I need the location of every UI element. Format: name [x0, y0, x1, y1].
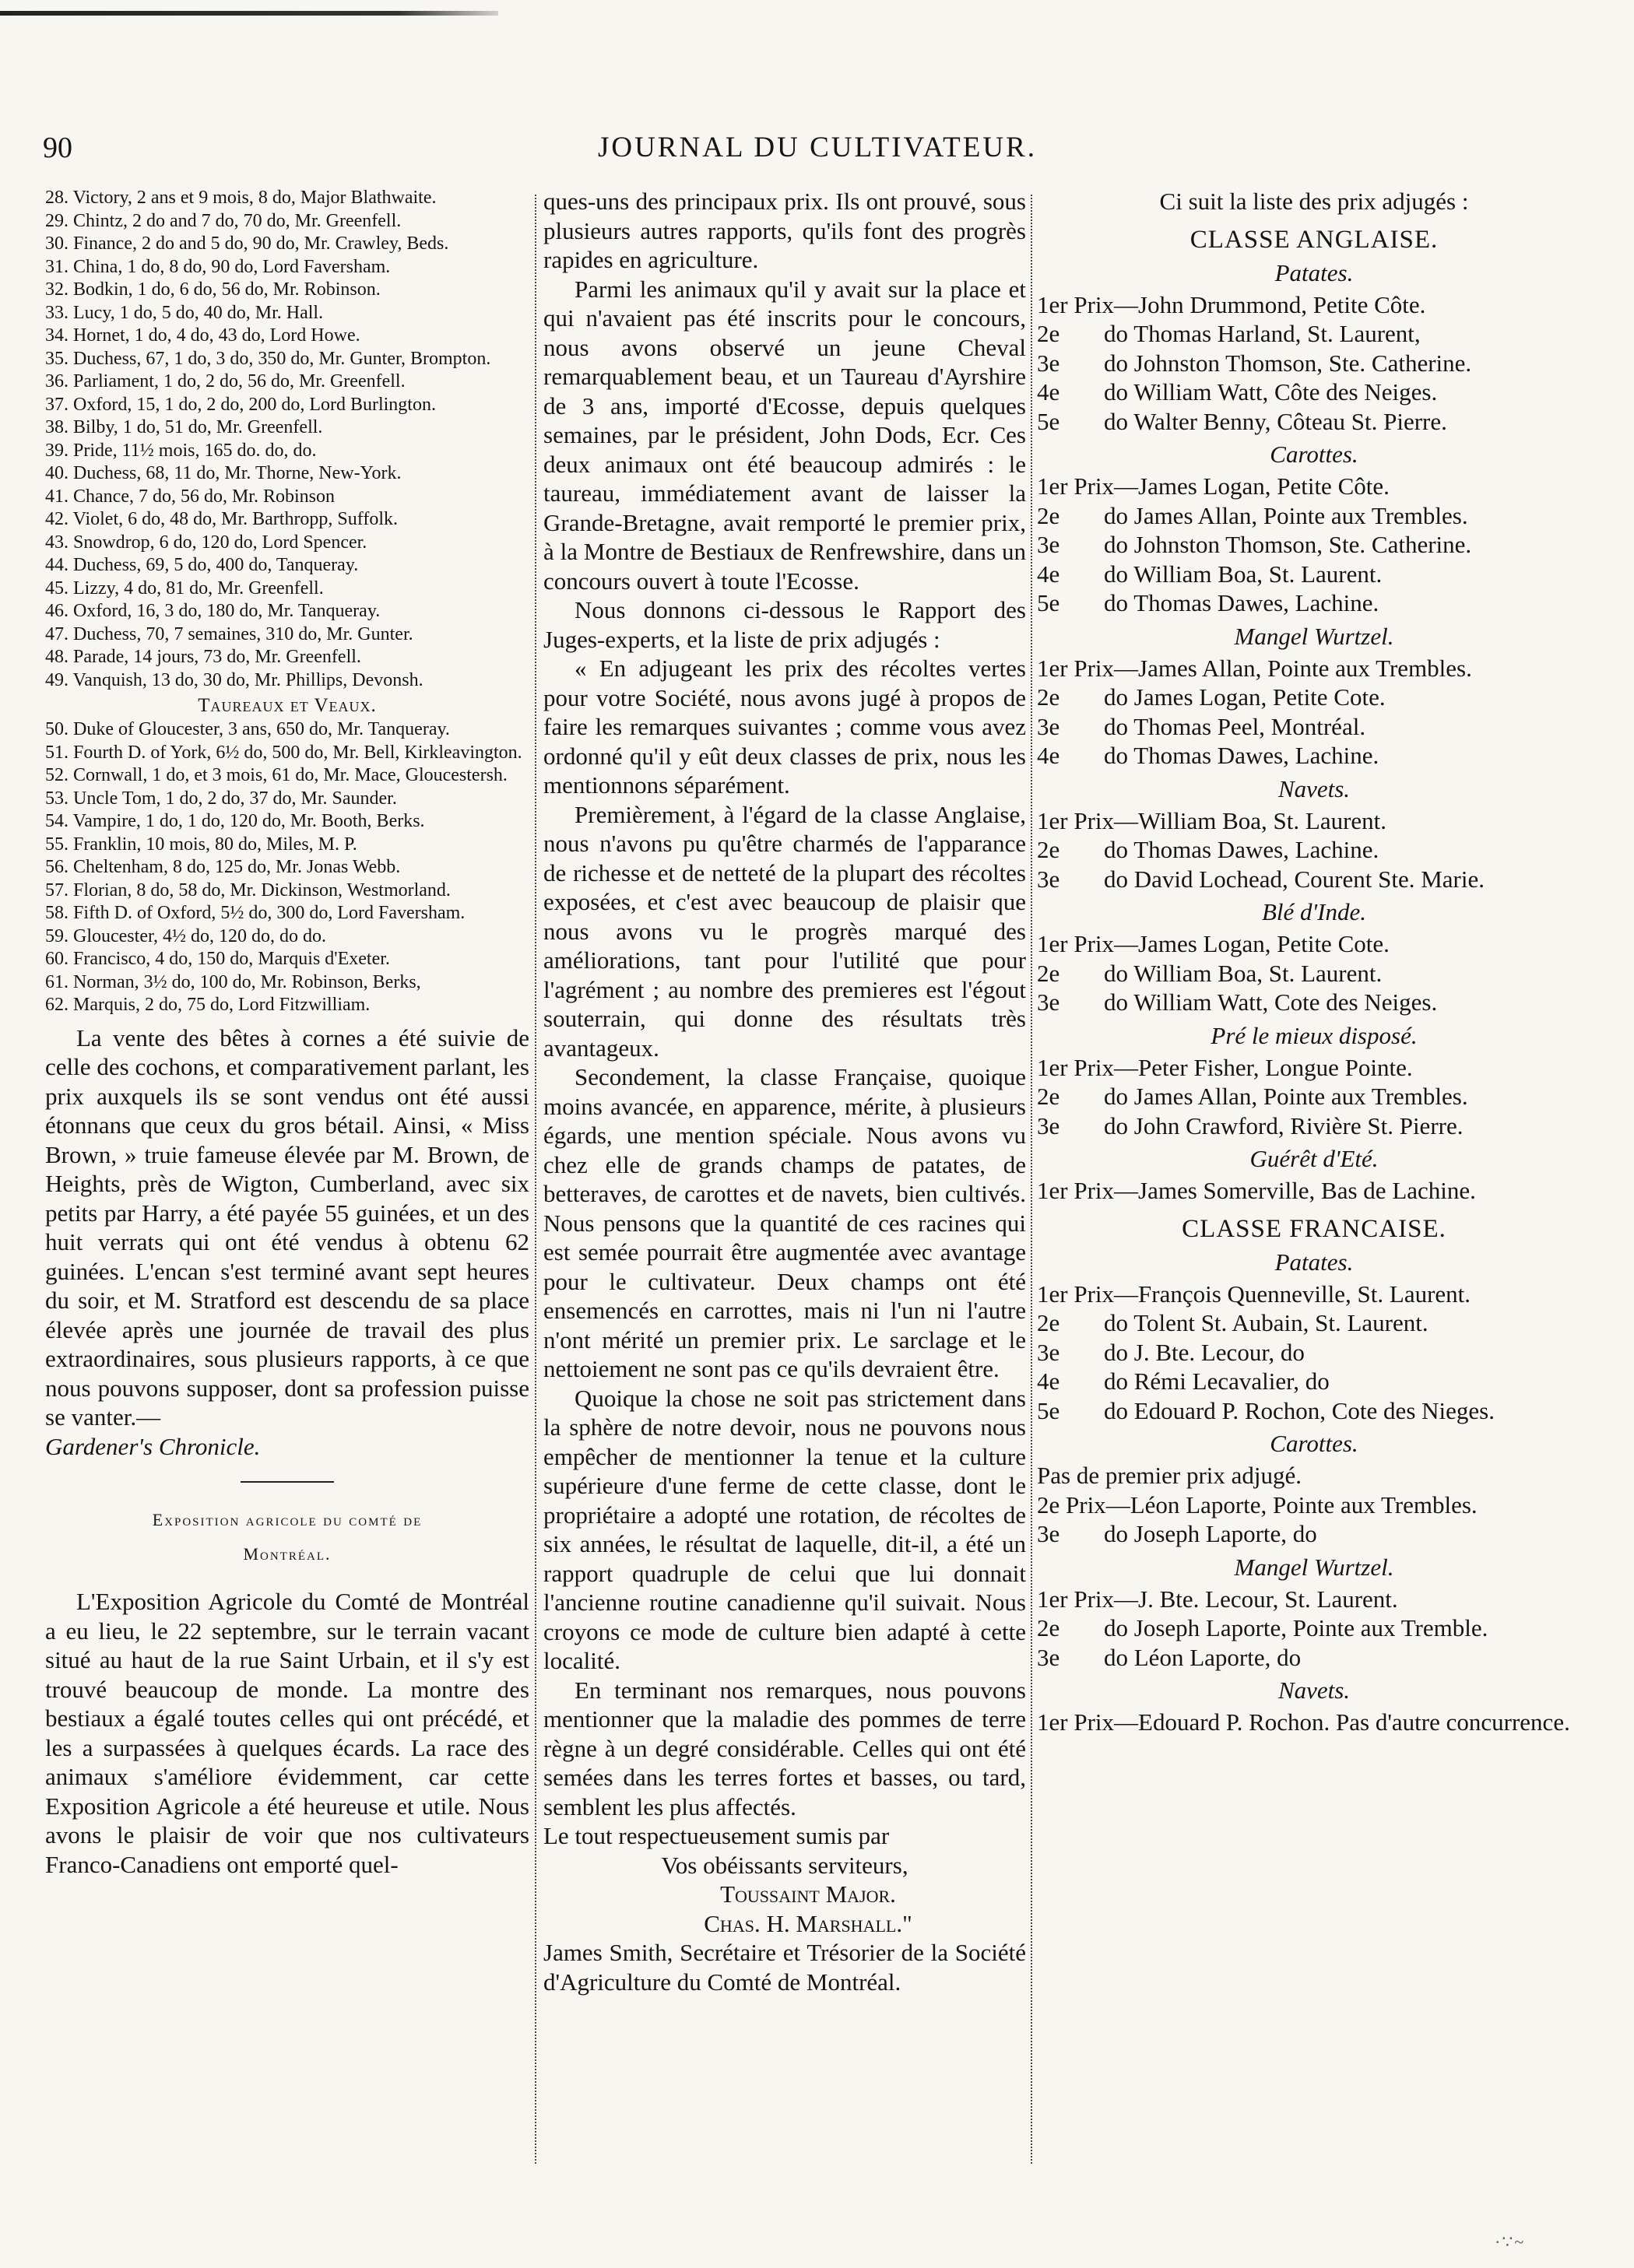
prize-row [1037, 712, 1591, 742]
prize-list [1037, 472, 1591, 618]
list-item: 47. Duchess, 70, 7 semaines, 310 do, Mr. Gunter. [45, 623, 413, 644]
classe-anglaise-heading: CLASSE ANGLAISE. [1189, 225, 1439, 254]
prize-list [1037, 1176, 1591, 1206]
scan-smudge: ·∵~ [1495, 2232, 1526, 2252]
prize-rank: 5e [1037, 1396, 1060, 1424]
prize-list [1037, 1585, 1591, 1673]
prize-rank: 3e [1037, 349, 1060, 377]
cat-gueret: Guérêt d'Eté. [1249, 1145, 1379, 1172]
prize-winner: do Thomas Dawes, Lachine. [1104, 836, 1379, 863]
prize-winner: —James Somerville, Bas de Lachine. [1114, 1177, 1476, 1204]
list-item: 39. Pride, 11½ mois, 165 do. do, do. [45, 440, 317, 461]
prize-row [1037, 1490, 1591, 1520]
section-title [45, 1503, 529, 1571]
prize-rank: 5e [1037, 589, 1060, 616]
prize-rank: 3e [1037, 865, 1060, 893]
prize-row [1037, 806, 1591, 836]
prize-list [1037, 929, 1591, 1017]
list-item: 46. Oxford, 16, 3 do, 180 do, Mr. Tanqueray. [45, 601, 381, 621]
prize-rank: 2e [1037, 1083, 1060, 1110]
prize-list [1037, 1280, 1591, 1426]
section-title-line2: Montréal. [243, 1544, 332, 1564]
prize-winner: —James Allan, Pointe aux Trembles. [1114, 654, 1472, 682]
prize-intro: Ci suit la liste des prix adjugés : [1159, 188, 1469, 215]
list-item: 56. Cheltenham, 8 do, 125 do, Mr. Jonas Webb. [45, 857, 401, 877]
carottes-note: Pas de premier prix adjugé. [1037, 1462, 1302, 1489]
para-soumis: Le tout respectueusement sumis par [543, 1822, 890, 1849]
list-item: 44. Duchess, 69, 5 do, 400 do, Tanqueray. [45, 555, 359, 575]
prize-rank: 1er Prix [1037, 930, 1115, 957]
para-recoltes: « En adjugeant les prix des récoltes vertes pour votre Société, nous avons jugé à propos de faire les remarques suivantes ; comme vous avez ordonné qu'il y eût deux classes de prix, nous les mentionnons séparément. [543, 655, 1026, 799]
prize-winner: —J. Bte. Lecour, St. Laurent. [1114, 1585, 1398, 1613]
list-item: 42. Violet, 6 do, 48 do, Mr. Barthropp, Suffolk. [45, 509, 398, 529]
prize-rank: 1er Prix [1037, 1585, 1115, 1613]
prize-row [1037, 501, 1591, 531]
cat-patates-fr: Patates. [1274, 1248, 1354, 1276]
exposition-paragraph: L'Exposition Agricole du Comté de Montréal a eu lieu, le 22 septembre, sur le terrain vacant situé au haut de la rue Saint Urbain, et il s'y est trouvé beaucoup de monde. La montre des bestiaux a égalé toutes celles qui ont précédé, et les a surpassées à quelques écards. La race des animaux s'améliore évidemment, car cette Exposition Agricole a été heureuse et utile. Nous avons le plaisir de voir que nos cultivateurs Franco-Canadiens ont emporté quel- [45, 1588, 529, 1878]
para-rapport: Nous donnons ci-dessous le Rapport des Juges-experts, et la liste de prix adjugés : [543, 596, 1026, 653]
prize-rank: 2e [1037, 320, 1060, 347]
page-number: 90 [43, 132, 72, 164]
prize-winner: do Tolent St. Aubain, St. Laurent. [1104, 1309, 1428, 1336]
prize-winner: do Thomas Harland, St. Laurent, [1104, 320, 1421, 347]
list-item: 37. Oxford, 15, 1 do, 2 do, 200 do, Lord Burlington. [45, 394, 436, 415]
prize-row [1037, 377, 1591, 407]
subhead-taureaux: Taureaux et Veaux. [198, 695, 377, 716]
signature-1: Vos obéissants serviteurs, [661, 1851, 908, 1879]
para-ferme: Quoique la chose ne soit pas strictement dans la sphère de notre devoir, nous ne pouvons nous empêcher de mentionner la tenue et la culture supérieure d'une ferme de cette classe, dont le propriétaire a adopté une rotation, de récoltes de six années, le résultat de laquelle, dit-il, a été un rapport quadruple de celui que lui donnait l'ancienne routine canadienne qu'il suivait. Nous croyons ce mode de culture bien adapté à cette localité. [543, 1384, 1026, 1674]
prize-rank: 2e [1037, 836, 1060, 863]
prize-row [1037, 865, 1591, 894]
list-item: 41. Chance, 7 do, 56 do, Mr. Robinson [45, 486, 335, 507]
prize-winner: do James Allan, Pointe aux Trembles. [1104, 1083, 1468, 1110]
prize-row [1037, 1176, 1591, 1206]
prize-row [1037, 588, 1591, 618]
prize-row [1037, 1396, 1591, 1426]
prize-rank: 1er Prix [1037, 806, 1115, 834]
prize-winner: do William Watt, Côte des Neiges. [1104, 378, 1438, 406]
prize-rank: 1er Prix [1037, 654, 1115, 682]
cat-navets: Navets. [1277, 774, 1351, 802]
prize-row [1037, 741, 1591, 771]
list-item: 53. Uncle Tom, 1 do, 2 do, 37 do, Mr. Saunder. [45, 788, 397, 809]
prize-row [1037, 1053, 1591, 1083]
prize-list [1037, 1053, 1591, 1141]
prize-winner: do Edouard P. Rochon, Cote des Nieges. [1104, 1396, 1495, 1424]
prize-winner: —James Logan, Petite Côte. [1114, 472, 1390, 500]
list-item: 29. Chintz, 2 do and 7 do, 70 do, Mr. Greenfell. [45, 210, 402, 231]
prize-row [1037, 654, 1591, 683]
prize-rank: 1er Prix [1037, 1280, 1115, 1308]
cattle-list-a [45, 187, 529, 692]
list-item: 54. Vampire, 1 do, 1 do, 120 do, Mr. Booth, Berks. [45, 811, 425, 831]
prize-row [1037, 1111, 1591, 1141]
para-maladie: En terminant nos remarques, nous pouvons mentionner que la maladie des pommes de terre règne à un degré considérable. Celles qui ont été semées dans les terres fortes et basses, ou tard, semblent les plus affectés. [543, 1676, 1026, 1820]
prize-winner: do James Allan, Pointe aux Trembles. [1104, 501, 1468, 529]
prize-winner: do Walter Benny, Côteau St. Pierre. [1104, 407, 1447, 435]
column-right [1037, 187, 1591, 2164]
prize-winner: do Joseph Laporte, do [1104, 1520, 1317, 1547]
prize-row [1037, 319, 1591, 349]
prize-rank: 1er Prix [1037, 1053, 1115, 1081]
list-item: 58. Fifth D. of Oxford, 5½ do, 300 do, Lord Faversham. [45, 903, 466, 923]
prize-row [1037, 1308, 1591, 1338]
list-item: 33. Lucy, 1 do, 5 do, 40 do, Mr. Hall. [45, 302, 324, 323]
prize-rank: 5e [1037, 407, 1060, 435]
list-item: 28. Victory, 2 ans et 9 mois, 8 do, Major Blathwaite. [45, 188, 437, 208]
cat-ble: Blé d'Inde. [1261, 898, 1367, 925]
para-classe-francaise: Secondement, la classe Française, quoique moins avancée, en apparence, mérite, à plusieurs égards, une mention spéciale. Nous avons vu chez elle de grands champs de patates, de betteraves, de carottes et de navets, bien cultivés. Nous pensons que la quantité de ces racines qui est semée pourrait être augmentée avec avantage pour le cultivateur. Deux champs ont été ensemencés en carrottes, mais ni l'un ni l'autre n'ont mérité un premier prix. Le sarclage et le nettoiement ne sont pas ce qu'ils devraient être. [543, 1063, 1026, 1382]
prize-winner: do William Boa, St. Laurent. [1104, 560, 1383, 588]
prize-rank: 4e [1037, 1367, 1060, 1395]
prize-row [1037, 349, 1591, 378]
list-item: 35. Duchess, 67, 1 do, 3 do, 350 do, Mr. Gunter, Brompton. [45, 348, 491, 369]
prize-row [1037, 1082, 1591, 1111]
list-item: 60. Francisco, 4 do, 150 do, Marquis d'Exeter. [45, 949, 390, 969]
list-item: 48. Parade, 14 jours, 73 do, Mr. Greenfell. [45, 647, 361, 667]
signature-2: Toussaint Major. [720, 1880, 896, 1908]
prize-winner: do Rémi Lecavalier, do [1104, 1367, 1330, 1395]
signature-3: Chas. H. Marshall." [704, 1909, 912, 1937]
list-item: 50. Duke of Gloucester, 3 ans, 650 do, Mr. Tanqueray. [45, 719, 450, 739]
cat-mangel: Mangel Wurtzel. [1234, 622, 1394, 650]
prize-list [1037, 1708, 1591, 1737]
prize-winner: do Léon Laporte, do [1104, 1643, 1302, 1671]
prize-rank: 1er Prix [1037, 1708, 1115, 1736]
prize-list [1037, 290, 1591, 437]
prize-winner: —Edouard P. Rochon. Pas d'autre concurrence. [1114, 1708, 1570, 1736]
list-item: 30. Finance, 2 do and 5 do, 90 do, Mr. Crawley, Beds. [45, 233, 449, 254]
cat-carottes-fr: Carottes. [1270, 1430, 1358, 1457]
prize-row [1037, 929, 1591, 959]
column-rule-left [535, 195, 536, 2164]
prize-winner: do John Crawford, Rivière St. Pierre. [1104, 1111, 1464, 1139]
prize-row [1037, 530, 1591, 560]
list-item: 51. Fourth D. of York, 6½ do, 500 do, Mr. Bell, Kirkleavington. [45, 742, 522, 763]
prize-winner: do Johnston Thomson, Ste. Catherine. [1104, 531, 1472, 558]
column-left [45, 187, 529, 2164]
list-item: 55. Franklin, 10 mois, 80 do, Miles, M. P. [45, 834, 357, 855]
prize-winner: do Joseph Laporte, Pointe aux Tremble. [1104, 1614, 1488, 1641]
prize-row [1037, 1280, 1591, 1309]
prize-list [1037, 654, 1591, 771]
prize-rank: 1er Prix [1037, 290, 1115, 318]
prize-winner: —Peter Fisher, Longue Pointe. [1114, 1053, 1413, 1081]
column-rule-right [1031, 195, 1032, 2164]
prize-list [1037, 806, 1591, 894]
cat-patates: Patates. [1274, 258, 1354, 286]
prize-rank: 2e [1037, 683, 1060, 711]
pig-sale-paragraph: La vente des bêtes à cornes a été suivie de celle des cochons, et comparativement parlant, les prix auxquels ils se sont vendus ont été aussi étonnans que ceux du gros bétail. Ainsi, « Miss Brown, » truie fameuse élevée par M. Brown, de Heights, près de Wigton, Cumberland, avec six petits par Harry, a été payée 55 guinées, et un des huit verrats qui ont été vendus à obtenu 62 guinées. L'encan s'est terminé avant sept heures du soir, et M. Stratford est descendu de sa place élevée après une journée de travail des plus extraordinaires, sous plusieurs rapports, à ce que nous pouvons supposer, dont sa profession puisse se vanter.— [45, 1023, 529, 1431]
list-item: 36. Parliament, 1 do, 2 do, 56 do, Mr. Greenfell. [45, 371, 406, 391]
prize-row [1037, 835, 1591, 865]
list-item: 31. China, 1 do, 8 do, 90 do, Lord Faversham. [45, 256, 391, 277]
prize-rank: 1er Prix [1037, 472, 1115, 500]
prize-rank: 3e [1037, 1338, 1060, 1366]
list-item: 61. Norman, 3½ do, 100 do, Mr. Robinson, Berks, [45, 971, 421, 992]
prize-winner: —François Quenneville, St. Laurent. [1114, 1280, 1471, 1308]
prize-winner: do David Lochead, Courent Ste. Marie. [1104, 865, 1485, 893]
prize-winner: do Thomas Dawes, Lachine. [1104, 742, 1379, 769]
prize-row [1037, 472, 1591, 501]
list-item: 49. Vanquish, 13 do, 30 do, Mr. Phillips, Devonsh. [45, 669, 423, 690]
prize-rank: 2e [1037, 959, 1060, 987]
prize-row [1037, 407, 1591, 437]
prize-rank: 2e [1037, 1309, 1060, 1336]
prize-rank: 3e [1037, 712, 1060, 740]
prize-winner: —William Boa, St. Laurent. [1114, 806, 1387, 834]
list-item: 40. Duchess, 68, 11 do, Mr. Thorne, New-York. [45, 463, 402, 483]
prize-rank: 3e [1037, 1643, 1060, 1671]
prize-rank: 3e [1037, 1520, 1060, 1547]
prize-rank: 4e [1037, 560, 1060, 588]
prize-rank: 2e [1037, 1614, 1060, 1641]
list-item: 38. Bilby, 1 do, 51 do, Mr. Greenfell. [45, 417, 323, 437]
prize-rank: 1er Prix [1037, 1177, 1115, 1204]
list-item: 52. Cornwall, 1 do, et 3 mois, 61 do, Mr. Mace, Gloucestersh. [45, 765, 508, 785]
prize-winner: do Thomas Peel, Montréal. [1104, 712, 1366, 740]
prize-row [1037, 1643, 1591, 1673]
prize-winner: —John Drummond, Petite Côte. [1114, 290, 1426, 318]
cat-navets-fr: Navets. [1277, 1676, 1351, 1704]
list-item: 34. Hornet, 1 do, 4 do, 43 do, Lord Howe. [45, 325, 360, 346]
prize-rank: 2e Prix [1037, 1490, 1106, 1518]
section-title-line1: Exposition agricole du comté de [152, 1510, 423, 1529]
prize-winner: do William Watt, Cote des Neiges. [1104, 988, 1438, 1016]
prize-winner: —James Logan, Petite Cote. [1114, 930, 1390, 957]
list-item: 59. Gloucester, 4½ do, 120 do, do do. [45, 925, 326, 946]
section-divider [241, 1481, 334, 1483]
prize-row [1037, 1519, 1591, 1549]
prize-rank: 3e [1037, 988, 1060, 1016]
cat-carottes: Carottes. [1270, 441, 1358, 468]
prize-winner: do James Logan, Petite Cote. [1104, 683, 1386, 711]
list-item: 32. Bodkin, 1 do, 6 do, 56 do, Mr. Robinson. [45, 279, 381, 300]
prize-row [1037, 1338, 1591, 1367]
prize-row [1037, 988, 1591, 1017]
prize-winner: do William Boa, St. Laurent. [1104, 959, 1383, 987]
prize-rank: 4e [1037, 378, 1060, 406]
prize-winner: do J. Bte. Lecour, do [1104, 1338, 1305, 1366]
prize-row [1037, 683, 1591, 712]
cat-mangel-fr: Mangel Wurtzel. [1234, 1553, 1394, 1581]
prize-rank: 3e [1037, 1111, 1060, 1139]
cat-pre: Pré le mieux disposé. [1211, 1021, 1418, 1049]
page-header [43, 131, 1592, 177]
list-item: 57. Florian, 8 do, 58 do, Mr. Dickinson, Westmorland. [45, 879, 451, 901]
prize-row [1037, 560, 1591, 589]
list-item: 45. Lizzy, 4 do, 81 do, Mr. Greenfell. [45, 578, 324, 599]
para-prix: ques-uns des principaux prix. Ils ont prouvé, sous plusieurs autres rapports, qu'ils font des progrès rapides en agriculture. [543, 188, 1026, 273]
para-animaux: Parmi les animaux qu'il y avait sur la place et qui n'avaient pas été inscrits pour le concours, nous avons observé un jeune Cheval remarquablement beau, et un Taureau d'Ayrshire de 3 ans, importé d'Ecosse, depuis quelques semaines, par le président, John Dods, Ecr. Ces deux animaux ont été beaucoup admirés : le taureau, immédiatement avant de laisser la Grande-Bretagne, avait remporté le premier prix, à la Montre de Bestiaux de Renfrewshire, dans un concours ouvert à toute l'Ecosse. [543, 275, 1026, 595]
prize-winner: do Thomas Dawes, Lachine. [1104, 589, 1379, 616]
prize-row [1037, 1585, 1591, 1614]
prize-winner: do Johnston Thomson, Ste. Catherine. [1104, 349, 1472, 377]
prize-rank: 2e [1037, 501, 1060, 529]
prize-row [1037, 290, 1591, 320]
para-secretaire: James Smith, Secrétaire et Trésorier de la Société d'Agriculture du Comté de Montréal. [543, 1939, 1026, 1996]
scan-edge-bar [0, 11, 498, 16]
list-item: 43. Snowdrop, 6 do, 120 do, Lord Spencer. [45, 532, 367, 553]
prize-rank: 3e [1037, 531, 1060, 558]
para-classe-anglaise: Premièrement, à l'égard de la classe Anglaise, nous n'avons pu qu'être charmés de l'apparance de richesse et de netteté de la plupart des récoltes exposées, et c'est avec beaucoup de plaisir que nous avons vu le progrès marqué des améliorations, tant pour l'utilité que pour l'agrément ; au nombre des premieres est l'égout souterrain, qui donne des résultats très avantageux. [543, 800, 1026, 1062]
list-item: 62. Marquis, 2 do, 75 do, Lord Fitzwilliam. [45, 995, 371, 1015]
classe-francaise-heading: CLASSE FRANCAISE. [1182, 1214, 1446, 1243]
prize-list [1037, 1490, 1591, 1549]
prize-winner: —Léon Laporte, Pointe aux Trembles. [1105, 1490, 1478, 1518]
prize-rank: 4e [1037, 742, 1060, 769]
prize-row [1037, 1367, 1591, 1396]
prize-row [1037, 1613, 1591, 1643]
column-middle [543, 187, 1026, 2164]
journal-title: JOURNAL DU CULTIVATEUR. [597, 132, 1038, 163]
prize-row [1037, 1708, 1591, 1737]
source-credit: Gardener's Chronicle. [45, 1432, 261, 1460]
cattle-list-b [45, 718, 529, 1017]
prize-row [1037, 959, 1591, 988]
